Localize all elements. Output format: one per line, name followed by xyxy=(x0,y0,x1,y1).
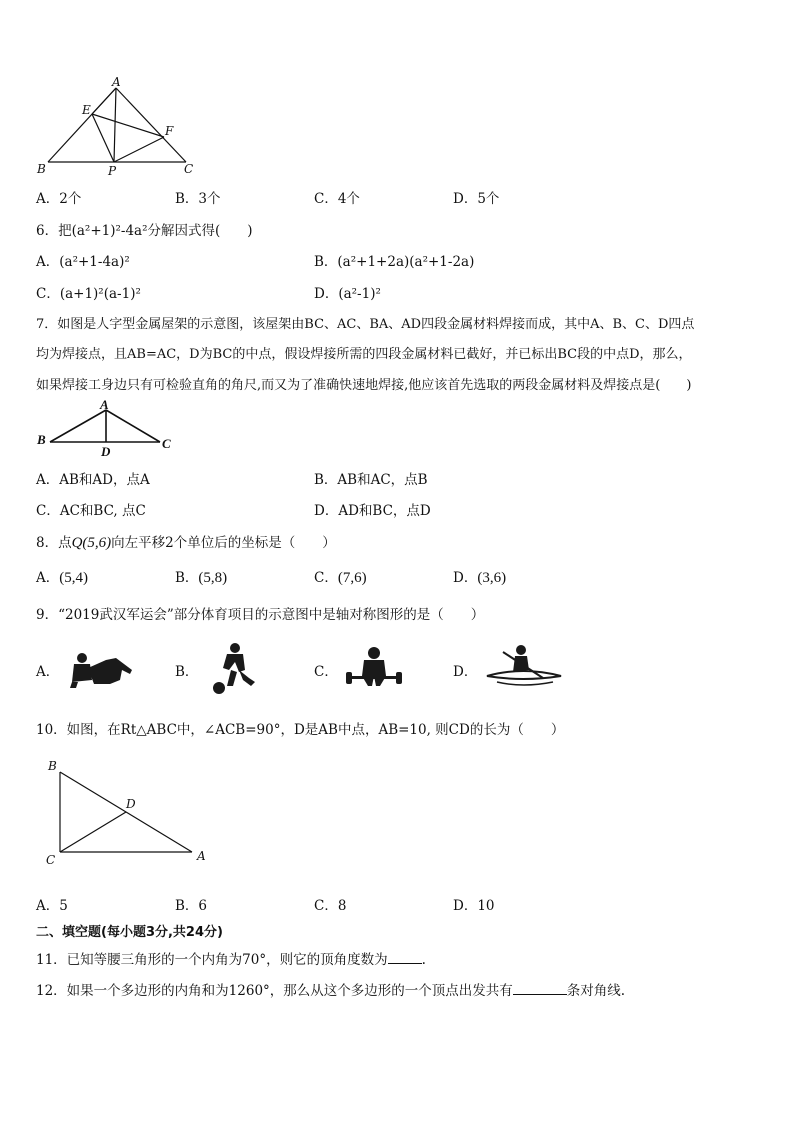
q10-stem: 10．如图，在Rt△ABC中，∠ACB=90°，D是AB中点，AB=10, 则CD的长为（ ） xyxy=(36,722,565,738)
q6-stem: 6．把(a²+1)²-4a²分解因式得( ) xyxy=(36,223,253,239)
q10-label-a: A xyxy=(197,849,206,863)
q7-option-c[interactable]: C．AC和BC, 点C xyxy=(36,503,146,519)
weightlifting-icon xyxy=(344,646,404,690)
q6-option-d[interactable]: D．(a²-1)² xyxy=(314,286,381,302)
q11-stem-suffix: . xyxy=(421,952,426,968)
equestrian-icon xyxy=(66,650,136,690)
q7-stem-line3: 如果焊接工身边只有可检验直角的角尺,而又为了准确快速地焊接,他应该首先选取的两段金属材料及焊接点是( ) xyxy=(36,378,692,393)
q6-option-a[interactable]: A．(a²+1-4a)² xyxy=(36,254,130,270)
q7-option-d[interactable]: D．AD和BC，点D xyxy=(314,503,431,519)
q8-option-a[interactable] xyxy=(36,566,88,587)
kayaking-icon xyxy=(483,642,565,692)
q10-label-c: C xyxy=(46,853,56,867)
q6-option-c[interactable]: C．(a+1)²(a-1)² xyxy=(36,286,141,302)
q9-option-b[interactable]: B． xyxy=(175,664,199,680)
q9-option-d[interactable]: D． xyxy=(453,664,478,680)
q5-label-p: P xyxy=(108,164,117,178)
q8-option-b-value: (5,8) xyxy=(198,570,228,586)
q12-stem-suffix: 条对角线. xyxy=(566,983,626,999)
q5-label-f: F xyxy=(165,124,174,138)
q10-option-b[interactable]: B．6 xyxy=(175,898,208,914)
q8-stem-prefix: 8．点 xyxy=(36,535,72,551)
q9-option-a[interactable]: A． xyxy=(36,664,60,680)
q8-option-c-value: (7,6) xyxy=(337,570,367,586)
q6-option-b[interactable]: B．(a²+1+2a)(a²+1-2a) xyxy=(314,254,475,270)
q7-roof-truss-figure xyxy=(34,398,184,460)
q11-answer-blank[interactable] xyxy=(388,951,422,964)
q7-label-c: C xyxy=(162,436,171,451)
q5-label-b: B xyxy=(37,162,46,176)
q5-label-e: E xyxy=(82,103,91,117)
q5-option-b[interactable]: B．3个 xyxy=(175,191,221,207)
q10-label-d: D xyxy=(126,797,136,811)
q5-label-a: A xyxy=(112,76,121,89)
q8-option-d-value: (3,6) xyxy=(477,570,507,586)
q5-triangle-figure xyxy=(34,76,204,178)
section-fill-in-title: 二、填空题(每小题3分,共24分) xyxy=(36,925,223,940)
q8-option-c[interactable] xyxy=(314,566,367,587)
q9-option-c[interactable]: C． xyxy=(314,664,338,680)
q7-stem-line1: 7．如图是人字型金属屋架的示意图，该屋架由BC、AC、BA、AD四段金属材料焊接而成，其中A、B、C、D四点 xyxy=(36,317,695,332)
q7-label-a: A xyxy=(100,398,109,412)
q10-label-b: B xyxy=(48,759,57,773)
q10-option-d[interactable]: D．10 xyxy=(453,898,495,914)
q10-right-triangle-figure xyxy=(40,756,215,868)
q7-option-b[interactable]: B．AB和AC，点B xyxy=(314,472,428,488)
q7-label-d: D xyxy=(101,444,111,459)
q8-stem-suffix: 向左平移2个单位后的坐标是（ ） xyxy=(111,535,336,551)
q8-option-d-letter: D． xyxy=(453,570,478,586)
q8-option-a-letter: A． xyxy=(36,570,60,586)
q8-option-b-letter: B． xyxy=(175,570,199,586)
q10-option-c[interactable]: C．8 xyxy=(314,898,347,914)
q5-option-d[interactable]: D．5个 xyxy=(453,191,500,207)
q7-option-a[interactable]: A．AB和AD，点A xyxy=(36,472,150,488)
q12-stem xyxy=(36,979,625,999)
soccer-player-icon xyxy=(205,642,265,696)
q8-option-b[interactable] xyxy=(175,566,227,587)
q8-option-d[interactable] xyxy=(453,566,506,587)
q8-option-c-letter: C． xyxy=(314,570,338,586)
q12-stem-prefix: 12．如果一个多边形的内角和为1260°，那么从这个多边形的一个顶点出发共有 xyxy=(36,983,513,999)
q5-option-c[interactable]: C．4个 xyxy=(314,191,360,207)
q5-option-a[interactable]: A．2个 xyxy=(36,191,82,207)
q8-option-a-value: (5,4) xyxy=(59,570,88,586)
q7-stem-line2: 均为焊接点，且AB=AC，D为BC的中点，假设焊接所需的四段金属材料已截好，并已标出BC段的中点D，那么， xyxy=(36,347,692,362)
q5-label-c: C xyxy=(184,162,194,176)
q11-stem xyxy=(36,948,426,968)
q8-stem xyxy=(36,531,336,552)
q11-stem-prefix: 11．已知等腰三角形的一个内角为70°，则它的顶角度数为 xyxy=(36,952,388,968)
q8-point: Q(5,6) xyxy=(71,535,112,551)
q7-label-b: B xyxy=(37,432,46,447)
q10-option-a[interactable]: A．5 xyxy=(36,898,68,914)
q9-stem: 9．“2019武汉军运会”部分体育项目的示意图中是轴对称图形的是（ ） xyxy=(36,607,485,623)
q12-answer-blank[interactable] xyxy=(513,982,567,995)
